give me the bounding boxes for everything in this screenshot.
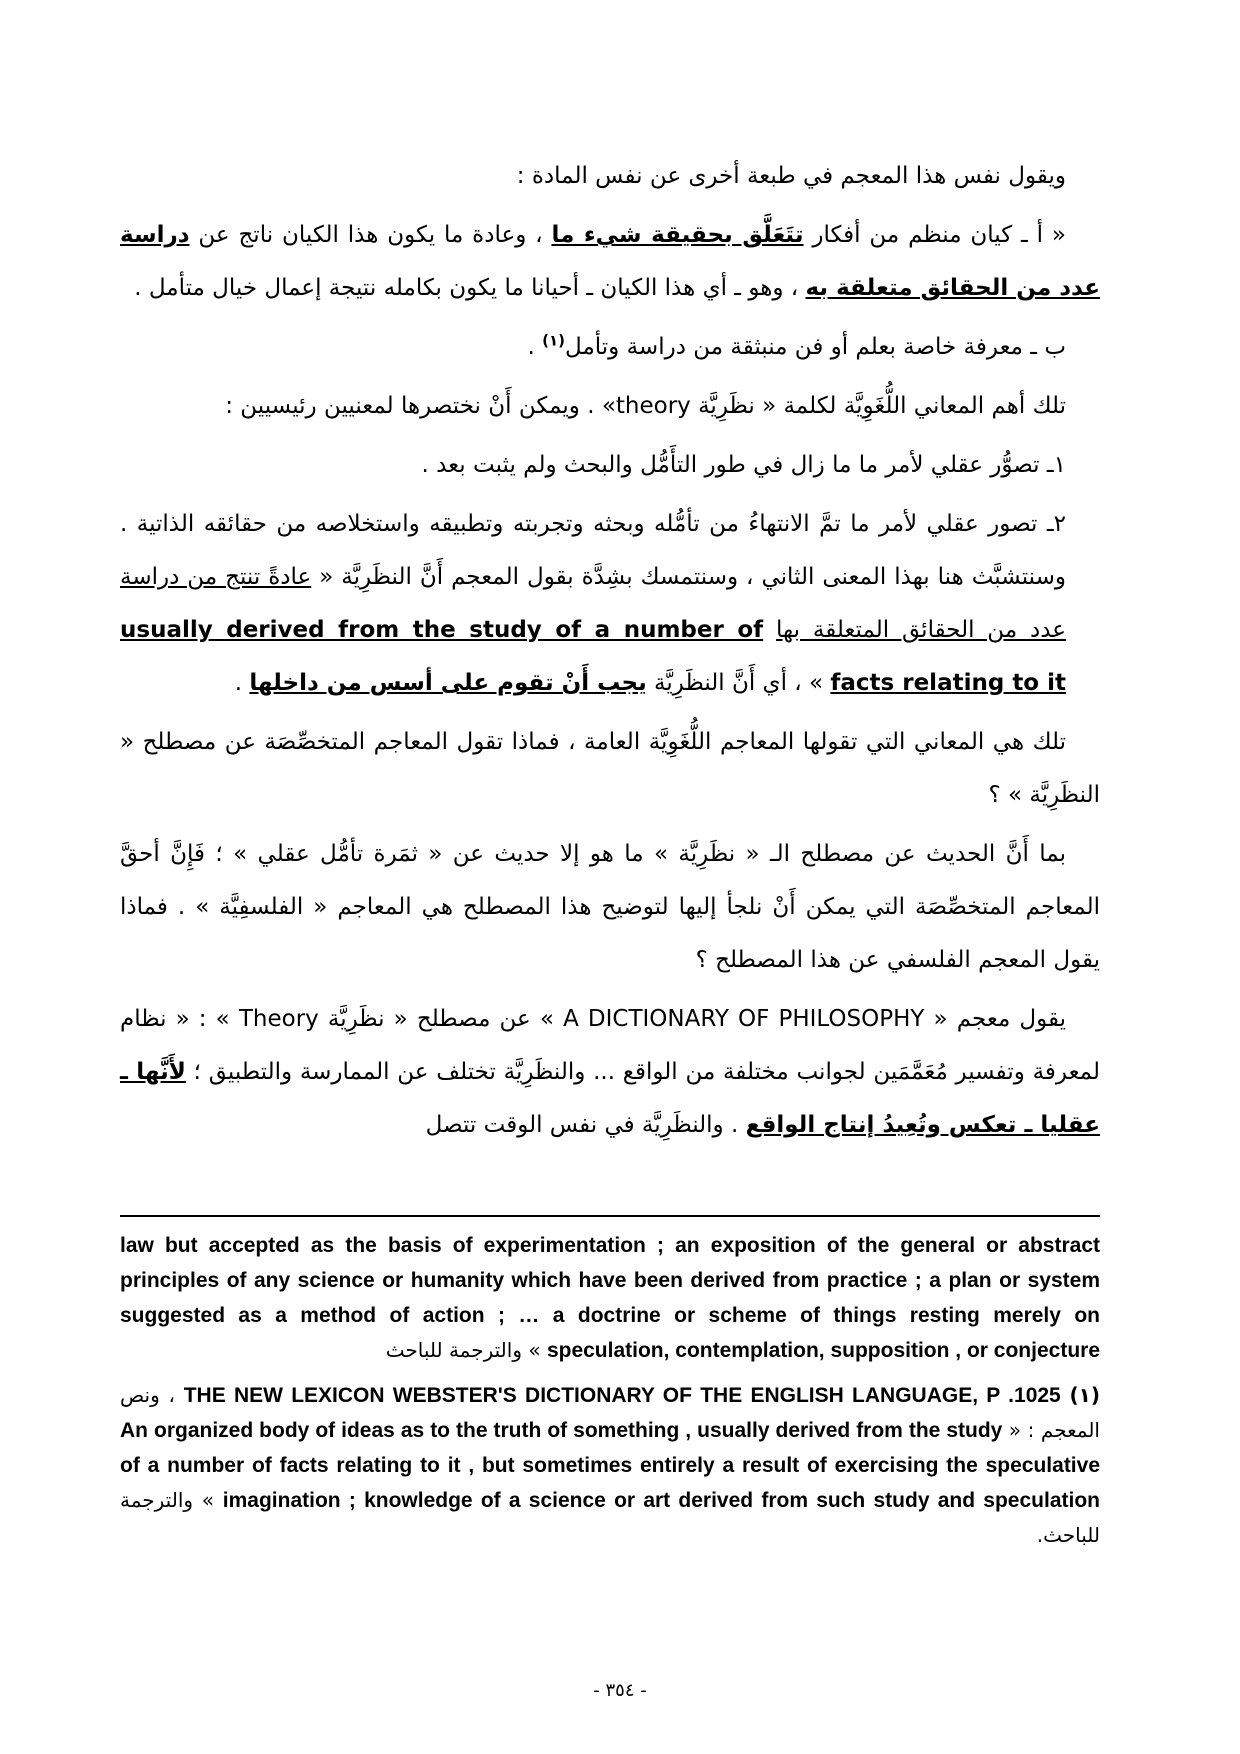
footnote-divider [120,1215,1100,1217]
footnote-continuation: law but accepted as the basis of experimentation ; an exposition of the general or abstract principles of any science or humanity which have been derived from practice ; a plan or system suggested as a method of action ; … a doctrine or scheme of things resting merely on speculation, contemplation, supposition , or conjecture » والترجمة للباحث [120,1234,1100,1362]
footnote-number: (١) [1069,1383,1101,1407]
emphasis-truth: تتَعَلَّق بحقيقة شيء ما [551,222,804,248]
footnote-source: THE NEW LEXICON WEBSTER'S DICTIONARY OF THE ENGLISH LANGUAGE, P .1025 [183,1384,1061,1407]
footnote-quote: An organized body of ideas as to the truth of something , usually derived from the study of a number of facts relating to it , but sometimes entirely a result of exercising the speculative imagination ; knowledge of a science or art derived from such study and speculation [120,1419,1100,1512]
paragraph-specialized: تلك هي المعاني التي تقولها المعاجم اللُّغَوِيَّة العامة ، فماذا تقول المعاجم المتخصِّصَة عن مصطلح « النظَرِيَّة » ؟ [120,729,1100,808]
list-item-1: ١ـ تصوُّر عقلي لأمر ما ما زال في طور التأَمُّل والبحث ولم يثبت بعد . [421,452,1066,478]
paragraph-philosophy: بما أَنَّ الحديث عن مصطلح الـ « نظَرِيَّة » ما هو إلا حديث عن « ثمَرة تأمُّل عقلي » ؛ فَإِنَّ أحقَّ المعاجم المتخصِّصَة التي يمكن أَنْ نلجأ إليها لتوضيح هذا المصطلح هي المعاجم « الفلسفِيَّة » . فماذا يقول المعجم الفلسفي عن هذا المصطلح ؟ [120,841,1100,973]
footnote-marker: (١) [542,331,566,350]
paragraph-intro: ويقول نفس هذا المعجم في طبعة أخرى عن نفس المادة : [516,163,1066,189]
paragraph-dictionary: يقول معجم « A DICTIONARY OF PHILOSOPHY » عن مصطلح « نظَرِيَّة Theory » : « نظام لمعرفة وتفسير مُعَمَّمَين لجوانب مختلفة من الواقع ... والنظَرِيَّة تختلف عن الممارسة والتطبيق ؛ لأَنَّها ـ عقليا ـ تعكس وتُعِيدُ إنتاج الواقع . والنظَرِيَّة في نفس الوقت تتصل [120,1006,1100,1138]
list-item-2: ٢ـ تصور عقلي لأمر ما تمَّ الانتهاءُ من تأمُّله وبحثه وتجربته وتطبيقه واستخلاصه من حقائقه الذاتية . وسنتشبَّث هنا بهذا المعنى الثاني ، وسنتمسك بشِدَّة بقول المعجم أَنَّ النظَرِيَّة « عادةً تنتج من دراسة عدد من الحقائق المتعلقة بها usually derived from the study of a number of facts relating to it » ، أي أَنَّ النظَرِيَّة يجب أَنْ تقوم على أسس من داخلها . [120,511,1067,696]
main-text [120,150,1100,1158]
emphasis-facts: دراسة عدد من الحقائق متعلقة به [120,222,1100,301]
english-term-theory: Theory [238,1006,319,1032]
underlined-quote: عادةً تنتج من دراسة عدد من الحقائق المتعلقة بها [120,564,1067,643]
definition-a: « أ ـ كيان منظم من أفكار تتَعَلَّق بحقيقة شيء ما ، وعادة ما يكون هذا الكيان ناتج عن دراسة عدد من الحقائق متعلقة به ، وهو ـ أي هذا الكيان ـ أحيانا ما يكون بكامله نتيجة إعمال خيال متأمل . [120,222,1100,301]
english-term: theory [615,393,691,419]
paragraph-meanings: تلك أهم المعاني اللُّغَوِيَّة لكلمة « نظَرِيَّة theory» . ويمكن أَنْ نختصرها لمعنيين رئيسيين : [225,393,1066,419]
footnotes [120,1228,1100,1562]
emphasis-reflects: لأَنَّها ـ عقليا ـ تعكس وتُعِيدُ إنتاج الواقع [120,1059,1100,1138]
dictionary-title: A DICTIONARY OF PHILOSOPHY [563,1006,925,1032]
emphasis-foundations: يجب أَنْ تقوم على أسس من داخلها [249,670,647,696]
page-number: - ٣٥٤ - [593,1680,647,1701]
definition-b: ب ـ معرفة خاصة بعلم أو فن منبثقة من دراسة وتأمل$^{(١)}$ . [527,331,1066,360]
footnote-1: (١) THE NEW LEXICON WEBSTER'S DICTIONARY OF THE ENGLISH LANGUAGE, P .1025 ، ونص المعجم : « An organized body of ideas as to the truth of something , usually derived from the study of a number of facts relating to it , but sometimes entirely a result of exercising the speculative imagination ; knowledge of a science or art derived from such study and speculation » والترجمة للباحث. [120,1383,1101,1547]
english-quote: usually derived from the study of a number of facts relating to it [120,617,1066,696]
